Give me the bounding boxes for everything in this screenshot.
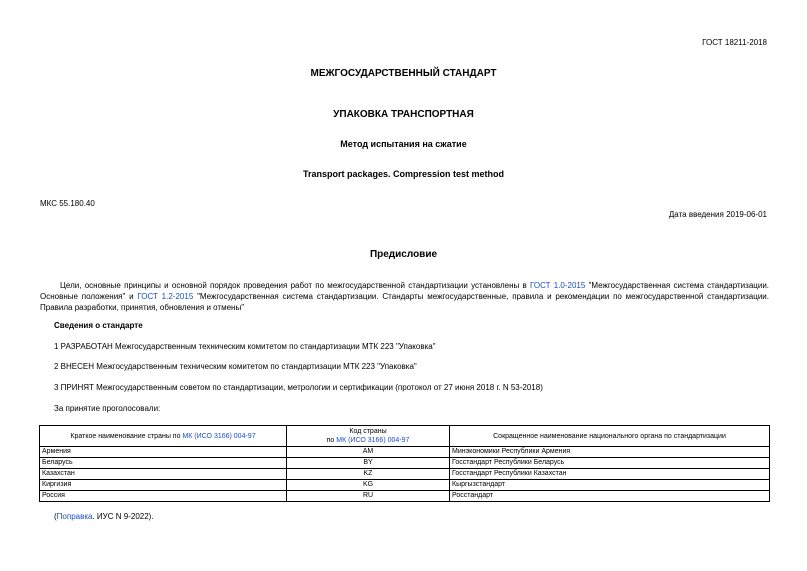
preface-text-1: Цели, основные принципы и основной порядок проведения работ по межгосударственной стандартизации установлены в	[60, 281, 530, 290]
voting-intro: За принятие проголосовали:	[54, 404, 161, 413]
table-row	[40, 491, 770, 502]
preface-heading: Предисловие	[369, 249, 438, 260]
item-adopted: 3 ПРИНЯТ Межгосударственным советом по стандартизации, метрологии и сертификации (протокол от 27 июня 2018 г. N 53-2018)	[54, 383, 543, 392]
body-cell: Госстандарт Республики Казахстан	[450, 469, 770, 480]
standard-type-title: МЕЖГОСУДАРСТВЕННЫЙ СТАНДАРТ	[310, 68, 497, 79]
body-cell: Росстандарт	[450, 491, 770, 502]
mk-iso-link[interactable]: МК (ИСО 3166) 004-97	[336, 437, 410, 444]
preface-text-3: "Межгосударственная система стандартизации. Стандарты межгосударственные, правила и рекомендации по межгосударственной стандартизации. Правила разработки, принятия, обновления и отмены"	[40, 292, 769, 312]
header-country-code: Код страны по МК (ИСО 3166) 004-97	[287, 426, 450, 447]
country-cell: Беларусь	[40, 458, 287, 469]
english-title: Transport packages. Compression test method	[302, 169, 505, 179]
body-cell: Госстандарт Республики Беларусь	[450, 458, 770, 469]
mk-iso-link[interactable]: МК (ИСО 3166) 004-97	[182, 432, 256, 440]
preface-paragraph	[40, 280, 769, 313]
gost-1-2-link[interactable]: ГОСТ 1.2-2015	[137, 292, 194, 301]
table-row	[40, 458, 770, 469]
item-developed: 1 РАЗРАБОТАН Межгосударственным техническим комитетом по стандартизации МТК 223 "Упаковка"	[54, 342, 436, 351]
country-cell: Казахстан	[40, 469, 287, 480]
country-cell: Россия	[40, 491, 287, 502]
amendment-link[interactable]: Поправка	[56, 512, 93, 521]
country-cell: Армения	[40, 447, 287, 458]
table-header-row	[40, 426, 770, 447]
standard-title: УПАКОВКА ТРАНСПОРТНАЯ	[333, 109, 474, 120]
standard-info-heading: Сведения о стандарте	[54, 321, 143, 330]
body-cell: Кыргызстандарт	[450, 480, 770, 491]
body-cell: Минэкономики Республики Армения	[450, 447, 770, 458]
method-title: Метод испытания на сжатие	[340, 139, 467, 149]
table-row	[40, 469, 770, 480]
preface-text-2: "Межгосударственная система стандартизации. Основные положения" и	[40, 281, 770, 301]
code-cell: KG	[287, 480, 450, 491]
header-country-name: Краткое наименование страны по МК (ИСО 3166) 004-97	[40, 426, 287, 447]
country-cell: Киргизия	[40, 480, 287, 491]
document-id: ГОСТ 18211-2018	[702, 38, 767, 47]
code-cell: RU	[287, 491, 450, 502]
mks-code: МКС 55.180.40	[40, 199, 95, 208]
item-submitted: 2 ВНЕСЕН Межгосударственным техническим комитетом по стандартизации МТК 223 "Упаковка"	[54, 362, 417, 371]
table-row	[40, 447, 770, 458]
gost-1-0-link[interactable]: ГОСТ 1.0-2015	[530, 281, 586, 290]
table-row	[40, 480, 770, 491]
code-cell: AM	[287, 447, 450, 458]
effective-date: Дата введения 2019-06-01	[668, 210, 767, 219]
code-cell: BY	[287, 458, 450, 469]
code-cell: KZ	[287, 469, 450, 480]
header-national-body: Сокращенное наименование национального органа по стандартизации	[450, 426, 770, 447]
voting-table	[39, 425, 770, 502]
amendment-note: (Поправка. ИУС N 9-2022).	[54, 512, 154, 521]
